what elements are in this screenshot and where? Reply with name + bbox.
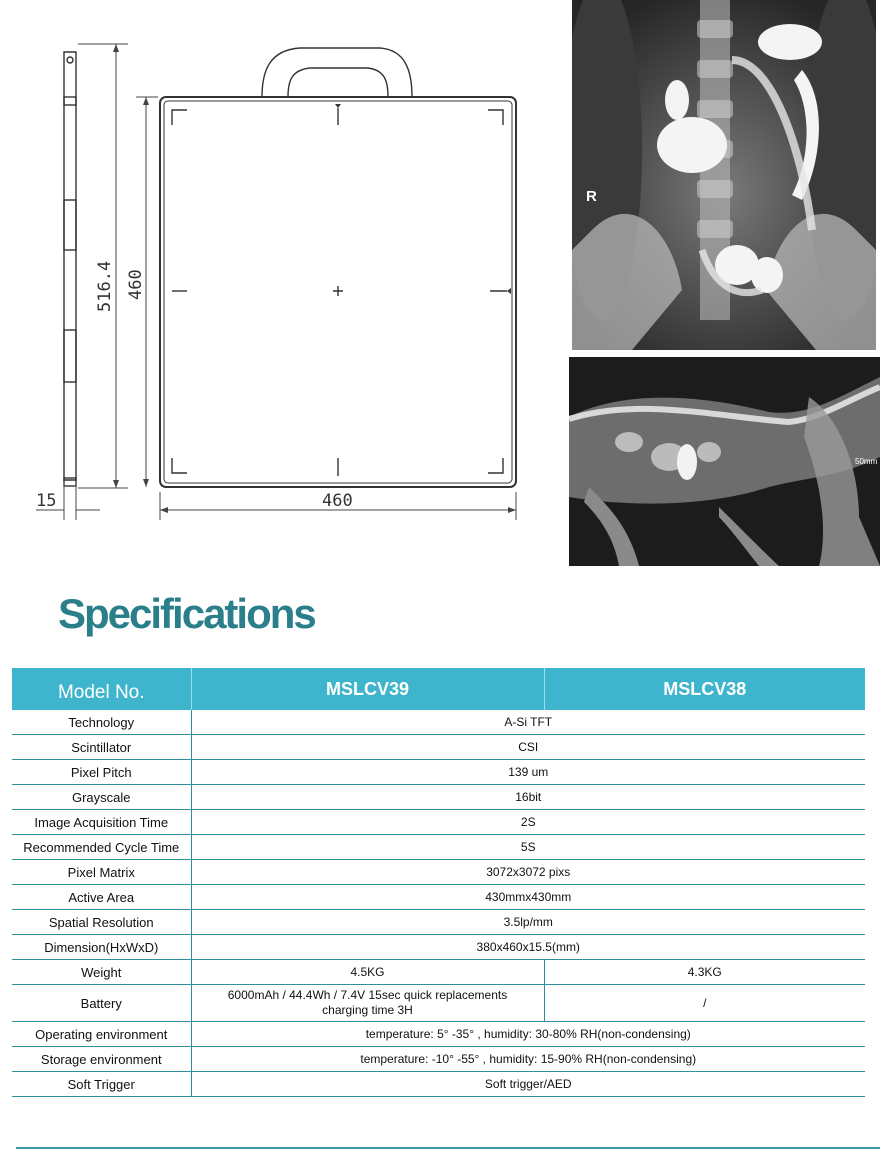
row-value: 139 um — [191, 760, 865, 785]
row-label: Soft Trigger — [12, 1072, 191, 1097]
header-model-b: MSLCV38 — [544, 668, 865, 710]
row-value: 380x460x15.5(mm) — [191, 935, 865, 960]
row-label: Active Area — [12, 885, 191, 910]
dim-height-overall: 516.4 — [95, 260, 115, 312]
specifications-table — [12, 668, 865, 1097]
lateral-xray-image — [569, 357, 880, 566]
row-label: Pixel Matrix — [12, 860, 191, 885]
row-value: 3.5lp/mm — [191, 910, 865, 935]
table-row — [12, 935, 865, 960]
row-value: 430mmx430mm — [191, 885, 865, 910]
row-label: Weight — [12, 960, 191, 985]
table-row — [12, 810, 865, 835]
table-row — [12, 985, 865, 1022]
table-row — [12, 1072, 865, 1097]
row-label: Recommended Cycle Time — [12, 835, 191, 860]
battery-spec-line: 6000mAh / 44.4Wh / 7.4V 15sec quick replacements — [227, 988, 508, 1002]
table-row — [12, 1047, 865, 1072]
table-row — [12, 910, 865, 935]
header-model-no: Model No. — [12, 668, 191, 710]
row-value-model-a: 4.5KG — [191, 960, 544, 985]
scale-label: 50mm — [855, 457, 878, 466]
dim-width-panel: 460 — [322, 491, 353, 511]
header-model-a: MSLCV39 — [191, 668, 544, 710]
table-row — [12, 735, 865, 760]
row-label: Spatial Resolution — [12, 910, 191, 935]
row-label: Storage environment — [12, 1047, 191, 1072]
table-row — [12, 1022, 865, 1047]
table-row — [12, 785, 865, 810]
table-row — [12, 760, 865, 785]
dim-thickness: 15 — [36, 491, 57, 511]
row-label: Pixel Pitch — [12, 760, 191, 785]
row-value: Soft trigger/AED — [191, 1072, 865, 1097]
row-value-model-b: / — [544, 985, 865, 1022]
table-row — [12, 960, 865, 985]
row-value: temperature: 5° -35° , humidity: 30-80% RH(non-condensing) — [191, 1022, 865, 1047]
section-heading: Specifications — [58, 590, 315, 637]
row-label: Battery — [12, 985, 191, 1022]
row-value: 5S — [191, 835, 865, 860]
table-row — [12, 710, 865, 735]
row-value: CSI — [191, 735, 865, 760]
table-header-row — [12, 668, 865, 710]
footer-divider — [16, 1147, 880, 1149]
row-label: Technology — [12, 710, 191, 735]
row-label: Grayscale — [12, 785, 191, 810]
battery-charging-line: charging time 3H — [322, 1003, 413, 1017]
image-marker-r: R — [586, 188, 597, 205]
row-label: Scintillator — [12, 735, 191, 760]
row-value: 2S — [191, 810, 865, 835]
row-value: A-Si TFT — [191, 710, 865, 735]
row-label: Operating environment — [12, 1022, 191, 1047]
table-row — [12, 835, 865, 860]
row-label: Dimension(HxWxD) — [12, 935, 191, 960]
row-value-model-a — [191, 985, 544, 1022]
row-value: 16bit — [191, 785, 865, 810]
dim-height-panel: 460 — [126, 269, 146, 300]
abdomen-xray-image — [572, 0, 876, 350]
table-row — [12, 885, 865, 910]
row-value-model-b: 4.3KG — [544, 960, 865, 985]
technical-drawing — [0, 0, 560, 560]
table-row — [12, 860, 865, 885]
row-value: temperature: -10° -55° , humidity: 15-90% RH(non-condensing) — [191, 1047, 865, 1072]
row-label: Image Acquisition Time — [12, 810, 191, 835]
row-value: 3072x3072 pixs — [191, 860, 865, 885]
